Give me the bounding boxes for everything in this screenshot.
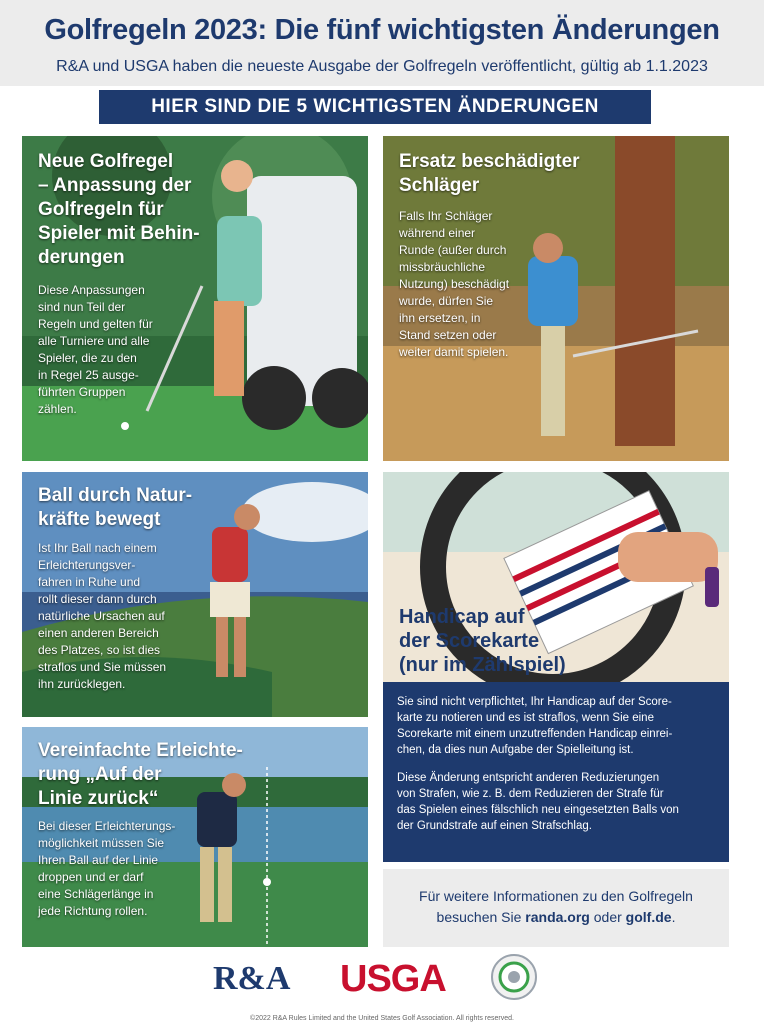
usga-logo: USGA xyxy=(340,958,446,1000)
more-info-box xyxy=(383,869,729,947)
panel-body: Diese Anpassungen sind nun Teil der Regeln und gelten für alle Turniere und alle Spieler, die zu den in Regel 25 ausge- führten Gruppen zählen. xyxy=(38,283,153,416)
panel-ball-moved-by-nature xyxy=(22,472,368,717)
panel-handicap-scorecard xyxy=(383,472,729,862)
panel-disability-rule xyxy=(22,136,368,461)
randa-link[interactable]: randa.org xyxy=(525,909,590,925)
golf-de-link[interactable]: golf.de xyxy=(625,909,672,925)
panel-damaged-club xyxy=(383,136,729,461)
copyright-notice: ©2022 R&A Rules Limited and the United States Golf Association. All rights reserved. xyxy=(250,1015,514,1022)
panel-title: Ball durch Natur- kräfte bewegt xyxy=(38,485,193,530)
panel-body: Bei dieser Erleichterungs- möglichkeit müssen Sie Ihren Ball auf der Linie droppen und er darf eine Schlägerlänge in jede Richtung rollen. xyxy=(38,819,176,918)
page-subtitle: R&A und USGA haben die neueste Ausgabe der Golfregeln veröffentlicht, gültig ab 1.1.2023 xyxy=(56,58,708,75)
panel-title: Ersatz beschädigter Schläger xyxy=(399,151,580,196)
section-banner: HIER SIND DIE 5 WICHTIGSTEN ÄNDERUNGEN xyxy=(99,90,651,124)
golf-association-seal-icon xyxy=(490,953,538,1001)
panel-title: Handicap auf der Scorekarte (nur im Zählspiel) xyxy=(399,606,566,676)
panel-back-on-the-line xyxy=(22,727,368,947)
info-links-line: besuchen Sie randa.org oder golf.de. xyxy=(436,909,676,925)
panel-body: Falls Ihr Schläger während einer Runde (außer durch missbräuchliche Nutzung) beschädigt wurde, dürfen Sie ihn ersetzen, in Stand setzen oder weiter damit spielen. xyxy=(399,209,510,359)
info-line: Für weitere Informationen zu den Golfregeln xyxy=(419,888,693,904)
panel-title: Vereinfachte Erleichte- rung „Auf der Linie zurück“ xyxy=(38,740,243,809)
panel-text-block xyxy=(383,682,729,862)
ra-logo: R&A xyxy=(213,960,291,997)
panel-body-secondary: Diese Änderung entspricht anderen Reduzierungen von Strafen, wie z. B. dem Reduzieren der Strafe für das Spielen eines fälschlich neu eingesetzten Balls von der Grundstrafe auf einen Strafschlag. xyxy=(397,772,679,832)
panel-title: Neue Golfregel – Anpassung der Golfregeln für Spieler mit Behin- derungen xyxy=(38,151,200,268)
page-title: Golfregeln 2023: Die fünf wichtigsten Änderungen xyxy=(44,14,720,46)
panel-body: Ist Ihr Ball nach einem Erleichterungsver- fahren in Ruhe und rollt dieser dann durch natürliche Ursachen auf einen anderen Bereich des Platzes, so ist dies straflos und Sie müssen ihn zurücklegen. xyxy=(38,541,167,691)
header-band xyxy=(0,0,764,86)
panel-body: Sie sind nicht verpflichtet, Ihr Handicap auf der Score- karte zu notieren und es ist straflos, wenn Sie eine Scorekarte mit einem unzutreffenden Handicap einrei- chen, da dies nun Aufgabe der Spielleitung ist. xyxy=(397,696,673,756)
